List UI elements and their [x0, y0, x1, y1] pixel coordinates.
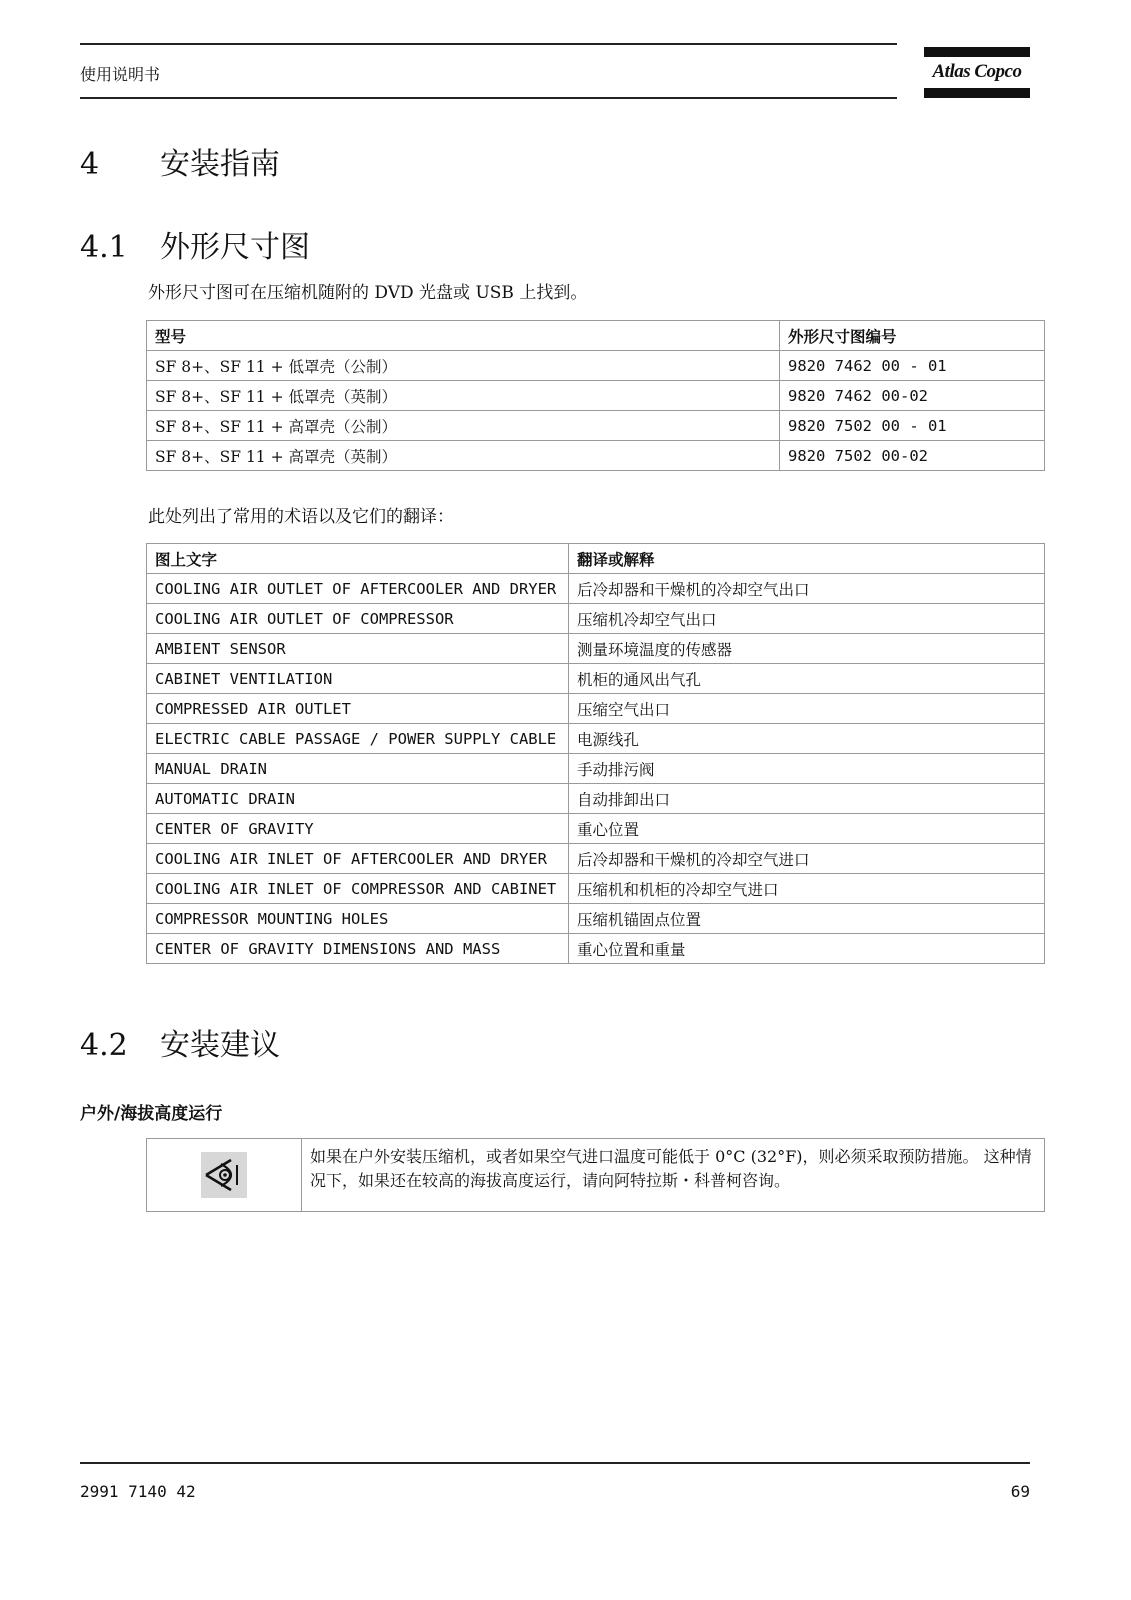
drawing-text-cell: COOLING AIR INLET OF COMPRESSOR AND CABINET [147, 874, 569, 904]
translation-cell: 压缩机锚固点位置 [569, 904, 1045, 934]
column-header-drawing-text: 图上文字 [147, 544, 569, 574]
translation-cell: 手动排污阀 [569, 754, 1045, 784]
drawing-text-cell: CABINET VENTILATION [147, 664, 569, 694]
document-number: 2991 7140 42 [80, 1482, 196, 1501]
section-title: 安装指南 [160, 147, 280, 182]
drawing-text-cell: COMPRESSED AIR OUTLET [147, 694, 569, 724]
table-row [147, 904, 1045, 934]
page-number: 69 [1010, 1482, 1030, 1501]
table-row [147, 574, 1045, 604]
section-title: 安装建议 [160, 1028, 280, 1063]
table-row [147, 441, 1045, 471]
drawing-text-cell: CENTER OF GRAVITY [147, 814, 569, 844]
terms-translation-table [146, 543, 1045, 964]
table-row [147, 694, 1045, 724]
note-icon-cell [147, 1139, 302, 1212]
translation-cell: 机柜的通风出气孔 [569, 664, 1045, 694]
header-rule-top [80, 43, 897, 45]
document-title: 使用说明书 [80, 65, 161, 84]
table-header-row [147, 544, 1045, 574]
translation-cell: 压缩机冷却空气出口 [569, 604, 1045, 634]
logo-bar-top [924, 47, 1030, 57]
terms-intro: 此处列出了常用的术语以及它们的翻译： [148, 507, 454, 527]
eye-caution-icon [201, 1152, 247, 1198]
translation-cell: 压缩机和机柜的冷却空气进口 [569, 874, 1045, 904]
translation-cell: 自动排卸出口 [569, 784, 1045, 814]
section-4-2-heading [80, 1024, 280, 1068]
header-rule-bottom [80, 97, 897, 99]
section-4-1-heading [80, 226, 310, 270]
section-number: 4 [80, 147, 100, 182]
table-row [147, 754, 1045, 784]
table-row [147, 411, 1045, 441]
drawing-text-cell: COOLING AIR OUTLET OF COMPRESSOR [147, 604, 569, 634]
outdoor-altitude-subheading: 户外/海拔高度运行 [80, 1104, 223, 1124]
table-row [147, 844, 1045, 874]
drawing-number-cell: 9820 7462 00 - 01 [780, 351, 1045, 381]
model-cell: SF 8+、SF 11 + 高罩壳（英制） [147, 441, 780, 471]
table-row [147, 814, 1045, 844]
translation-cell: 测量环境温度的传感器 [569, 634, 1045, 664]
section-number: 4.1 [80, 230, 128, 265]
table-row [147, 784, 1045, 814]
model-cell: SF 8+、SF 11 + 低罩壳（公制） [147, 351, 780, 381]
drawing-text-cell: COOLING AIR INLET OF AFTERCOOLER AND DRYER [147, 844, 569, 874]
drawing-text-cell: CENTER OF GRAVITY DIMENSIONS AND MASS [147, 934, 569, 964]
table-row [147, 874, 1045, 904]
model-cell: SF 8+、SF 11 + 低罩壳（英制） [147, 381, 780, 411]
column-header-model: 型号 [147, 321, 780, 351]
drawing-text-cell: AMBIENT SENSOR [147, 634, 569, 664]
translation-cell: 压缩空气出口 [569, 694, 1045, 724]
note-text: 如果在户外安装压缩机，或者如果空气进口温度可能低于 0°C (32°F)，则必须采取预防措施。 这种情况下，如果还在较高的海拔高度运行，请向阿特拉斯・科普柯咨询。 [302, 1139, 1045, 1212]
drawing-text-cell: COMPRESSOR MOUNTING HOLES [147, 904, 569, 934]
table-row [147, 351, 1045, 381]
dimension-drawing-intro: 外形尺寸图可在压缩机随附的 DVD 光盘或 USB 上找到。 [148, 283, 588, 303]
table-row [147, 664, 1045, 694]
atlas-copco-logo [924, 47, 1030, 99]
translation-cell: 后冷却器和干燥机的冷却空气出口 [569, 574, 1045, 604]
drawing-text-cell: ELECTRIC CABLE PASSAGE / POWER SUPPLY CABLE [147, 724, 569, 754]
table-row [147, 381, 1045, 411]
table-row [147, 724, 1045, 754]
dimension-drawing-table [146, 320, 1045, 471]
section-4-heading [80, 143, 280, 187]
column-header-drawing-number: 外形尺寸图编号 [780, 321, 1045, 351]
section-title: 外形尺寸图 [160, 230, 310, 265]
table-row [147, 634, 1045, 664]
drawing-text-cell: COOLING AIR OUTLET OF AFTERCOOLER AND DRYER [147, 574, 569, 604]
translation-cell: 后冷却器和干燥机的冷却空气进口 [569, 844, 1045, 874]
outdoor-operation-note [146, 1138, 1045, 1212]
translation-cell: 重心位置和重量 [569, 934, 1045, 964]
table-row [147, 604, 1045, 634]
drawing-text-cell: AUTOMATIC DRAIN [147, 784, 569, 814]
footer-rule [80, 1462, 1030, 1464]
logo-wordmark: Atlas Copco [932, 61, 1022, 82]
column-header-translation: 翻译或解释 [569, 544, 1045, 574]
section-number: 4.2 [80, 1028, 128, 1063]
drawing-number-cell: 9820 7502 00-02 [780, 441, 1045, 471]
model-cell: SF 8+、SF 11 + 高罩壳（公制） [147, 411, 780, 441]
translation-cell: 重心位置 [569, 814, 1045, 844]
drawing-number-cell: 9820 7502 00 - 01 [780, 411, 1045, 441]
drawing-number-cell: 9820 7462 00-02 [780, 381, 1045, 411]
table-header-row [147, 321, 1045, 351]
drawing-text-cell: MANUAL DRAIN [147, 754, 569, 784]
logo-bar-bottom [924, 88, 1030, 98]
table-row [147, 934, 1045, 964]
translation-cell: 电源线孔 [569, 724, 1045, 754]
